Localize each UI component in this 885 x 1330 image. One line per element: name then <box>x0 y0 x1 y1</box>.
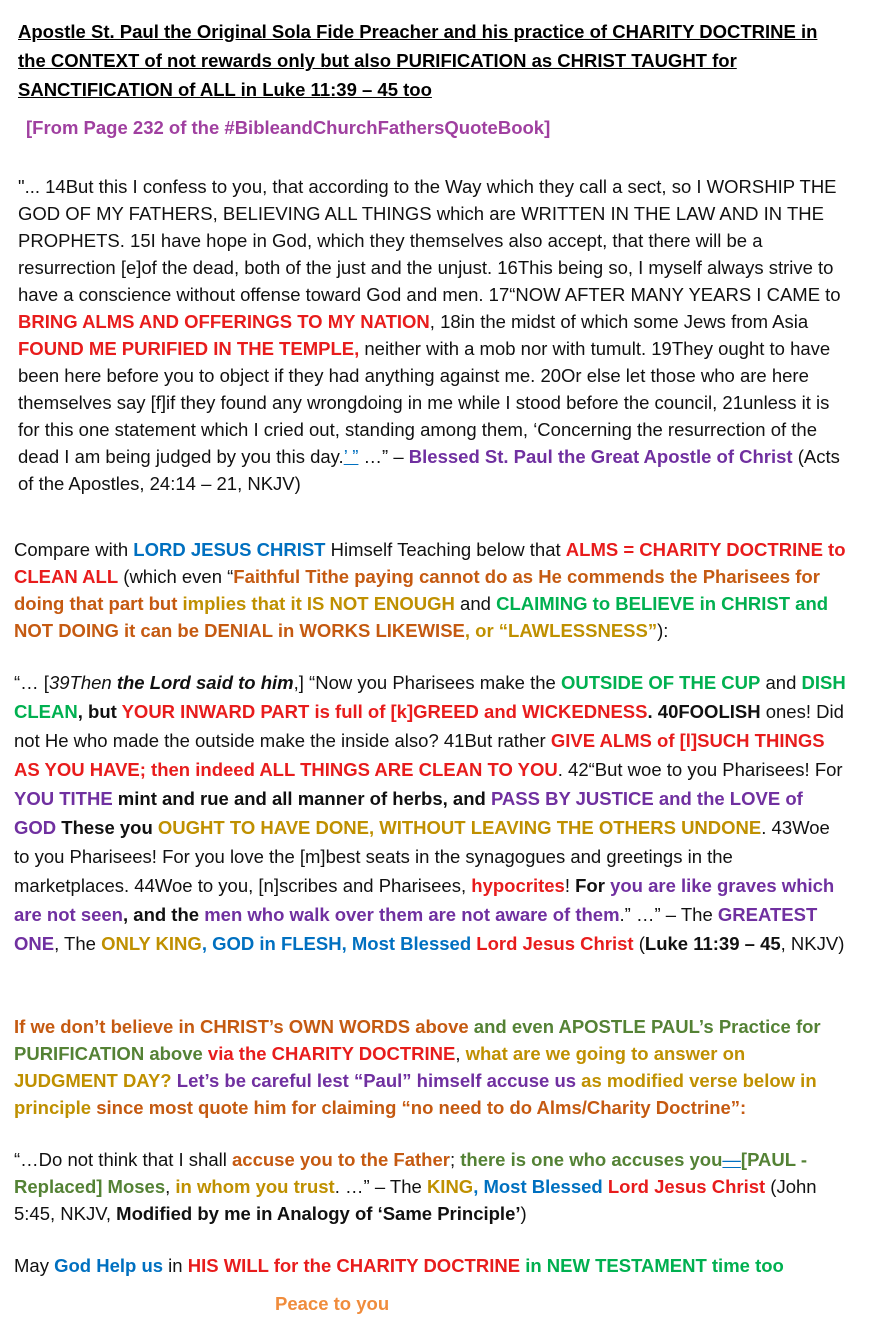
text-run: (Acts of the Apostles, 24:14 – 21, NKJV) <box>18 446 840 494</box>
text-run: and <box>454 593 497 614</box>
text-run: Himself Teaching below that <box>325 539 566 560</box>
text-run: , but <box>77 701 122 722</box>
text-run: God Help us <box>54 1255 164 1276</box>
text-run: . 42“But woe to you Pharisees! For <box>557 759 843 780</box>
acts-quote-paragraph <box>18 173 848 497</box>
document-title: Apostle St. Paul the Original Sola Fide Preacher and his practice of CHARITY DOCTRINE in the CONTEXT of not rewards only but also PURIFICATION as CHRIST TAUGHT for SANCTIFICATION of ALL in Luke 11:39 – 45 too <box>18 21 818 100</box>
text-run: CLAIMING to BELIEVE in CHRIST and <box>496 593 829 614</box>
book-reference: [From Page 232 of the #BibleandChurchFathersQuoteBook] <box>26 117 551 138</box>
text-run: .” …” – The <box>619 904 718 925</box>
text-run: . 40FOOLISH <box>647 701 761 722</box>
text-run: , 18in the midst of which some Jews from Asia <box>429 311 809 332</box>
text-run: YOUR INWARD PART is full of [k]GREED and WICKEDNESS <box>121 701 648 722</box>
text-run: hypocrites <box>471 875 565 896</box>
text-run: , NKJV) <box>780 933 845 954</box>
text-run: , Most Blessed <box>473 1176 603 1197</box>
text-run: and <box>760 672 802 693</box>
text-run: ONLY KING <box>101 933 202 954</box>
text-run: Luke 11:39 – 45 <box>644 933 781 954</box>
text-run: Lord Jesus Christ <box>602 1176 766 1197</box>
text-run: . 43Woe to you Pharisees! For you love the [m]best seats in the synagogues and greetings in the marketplaces. 44Woe to you, [n]scribes and Pharisees, <box>14 817 830 896</box>
text-run: , <box>455 1043 466 1064</box>
text-run: “…Do not think that I shall <box>14 1149 232 1170</box>
text-run: as modified verse below in principle <box>14 1070 817 1118</box>
text-run: and even APOSTLE PAUL’s Practice for PURIFICATION above <box>14 1016 821 1064</box>
text-run: mint and rue and all manner of herbs, and <box>112 788 491 809</box>
text-run: via the CHARITY DOCTRINE <box>202 1043 456 1064</box>
text-run: ( <box>633 933 645 954</box>
text-run: 39Then <box>48 672 117 693</box>
text-run: …” – <box>358 446 409 467</box>
text-run: OUGHT TO HAVE DONE, WITHOUT LEAVING THE OTHERS UNDONE <box>157 817 762 838</box>
luke-quote-paragraph <box>14 668 848 958</box>
text-run: accuse you to the Father <box>232 1149 450 1170</box>
text-run: For <box>575 875 611 896</box>
text-run: ,] “Now you Pharisees make the <box>293 672 561 693</box>
text-run: DISH CLEAN <box>14 672 846 722</box>
judgment-question-paragraph <box>14 1013 848 1121</box>
text-run: These you <box>56 817 158 838</box>
text-run: May <box>14 1255 55 1276</box>
text-run: in <box>163 1255 188 1276</box>
text-run: LORD JESUS CHRIST <box>133 539 326 560</box>
text-run: ! <box>564 875 576 896</box>
closing-greeting: Peace to you <box>275 1293 390 1314</box>
text-run: Compare with <box>14 539 134 560</box>
text-run: , GOD in FLESH, Most Blessed <box>201 933 472 954</box>
text-run: GIVE ALMS of [l]SUCH THINGS AS YOU HAVE; then indeed ALL THINGS ARE CLEAN TO YOU <box>14 730 825 780</box>
text-run: (which even “ <box>118 566 234 587</box>
text-run: the Lord said to him <box>116 672 294 693</box>
text-run: . …” – The <box>334 1176 427 1197</box>
text-run: NOT DOING it can be DENIAL in WORKS LIKEWISE <box>14 620 465 641</box>
text-run: ; <box>449 1149 461 1170</box>
text-run: , or “LAWLESSNESS” <box>464 620 658 641</box>
compare-paragraph <box>14 536 848 644</box>
john-quote-paragraph <box>14 1146 848 1227</box>
text-run: YOU TITHE <box>14 788 113 809</box>
text-run: — <box>722 1149 741 1170</box>
text-run: PASS BY JUSTICE and the LOVE of GOD <box>14 788 803 838</box>
text-run: FOUND ME PURIFIED IN THE TEMPLE, <box>18 338 360 359</box>
text-run: Faithful Tithe paying cannot do as He commends the Pharisees for doing that part but <box>14 566 820 614</box>
text-run: HIS WILL for the CHARITY DOCTRINE <box>187 1255 521 1276</box>
text-run: since most quote him for claiming “no need to do Alms/Charity Doctrine”: <box>91 1097 747 1118</box>
text-run: , The <box>54 933 102 954</box>
text-run: there is one who accuses you <box>460 1149 723 1170</box>
text-run: ’ ” <box>343 446 359 467</box>
text-run: Lord Jesus Christ <box>471 933 634 954</box>
text-run: ) <box>520 1203 527 1224</box>
text-run: Let’s be careful lest “Paul” himself accuse us <box>171 1070 577 1091</box>
text-run: Blessed St. Paul the Great Apostle of Christ <box>408 446 793 467</box>
prayer-paragraph <box>14 1252 848 1279</box>
text-run: If we don’t believe in CHRIST’s OWN WORDS above <box>14 1016 469 1037</box>
text-run: , and the <box>123 904 205 925</box>
text-run: KING <box>426 1176 474 1197</box>
text-run: neither with a mob nor with tumult. 19They ought to have been here before you to object if they had anything against me. 20Or else let those who are here themselves say [f]if they found any wrongdoing in me while I stood before the council, 21unless it is for this one statement which I cried out, standing among them, ‘Concerning the resurrection of the dead I am being judged by you this day. <box>18 338 831 467</box>
text-run: ALMS = CHARITY DOCTRINE to CLEAN ALL <box>14 539 846 587</box>
text-run: what are we going to answer on JUDGMENT DAY? <box>14 1043 746 1091</box>
text-run: Modified by me in Analogy of ‘Same Principle’ <box>116 1203 521 1224</box>
text-run: implies that it IS NOT ENOUGH <box>182 593 455 614</box>
text-run: men who walk over them are not aware of them <box>204 904 620 925</box>
text-run: in NEW TESTAMENT time too <box>520 1255 784 1276</box>
text-run: [PAUL -Replaced] Moses <box>14 1149 808 1197</box>
text-run: in whom you trust <box>175 1176 335 1197</box>
text-run: GREATEST ONE <box>14 904 818 954</box>
text-run: OUTSIDE OF THE CUP <box>560 672 761 693</box>
text-run: BRING ALMS AND OFFERINGS TO MY NATION <box>18 311 430 332</box>
text-run: you are like graves which are not seen <box>14 875 835 925</box>
text-run: (John 5:45, NKJV, <box>14 1176 817 1224</box>
text-run: ones! Did not He who made the outside make the inside also? 41But rather <box>14 701 844 751</box>
text-run: “… [ <box>14 672 49 693</box>
text-run: , <box>165 1176 176 1197</box>
text-run: ): <box>657 620 669 641</box>
text-run: "... 14But this I confess to you, that according to the Way which they call a sect, so I WORSHIP THE GOD OF MY FATHERS, BELIEVING ALL THINGS which are WRITTEN IN THE LAW AND IN THE PROPHETS. 15I have hope in God, which they themselves also accept, that there will be a resurrection [e]of the dead, both of the just and the unjust. 16This being so, I myself always strive to have a conscience without offense toward God and men. 17“NOW AFTER MANY YEARS I CAME to <box>18 176 841 305</box>
